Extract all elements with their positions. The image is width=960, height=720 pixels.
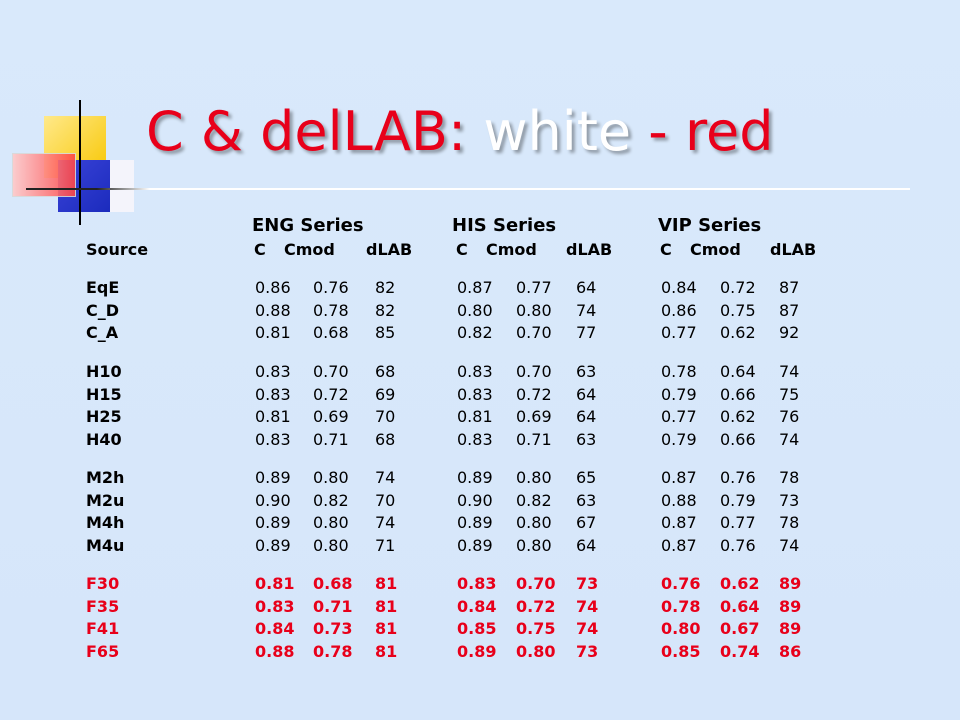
cell-vip-dlab: 76: [779, 407, 800, 426]
cell-his-cmod: 0.77: [516, 278, 552, 297]
row-source: C_D: [86, 300, 120, 320]
cell-vip-cmod: 0.76: [720, 468, 756, 487]
row-source: H25: [86, 407, 122, 426]
cell-eng-cmod: 0.80: [313, 535, 349, 555]
cell-vip-c: 0.85: [661, 641, 701, 661]
cell-vip-dlab: 74: [779, 362, 800, 381]
cell-vip-dlab: 78: [779, 513, 800, 532]
cell-his-dlab: 64: [576, 384, 597, 404]
cell-his-dlab: 64: [576, 278, 597, 297]
series-header-his: HIS Series: [452, 215, 557, 236]
cell-vip-cmod: 0.67: [720, 619, 760, 638]
column-header-vip-dlab: dLAB: [770, 240, 817, 259]
cell-vip-c: 0.87: [661, 468, 697, 487]
cell-eng-dlab: 81: [375, 596, 398, 616]
column-header-his-cmod: Cmod: [486, 240, 537, 259]
cell-vip-c: 0.77: [661, 323, 697, 342]
cell-his-dlab: 64: [576, 407, 597, 426]
column-header-his-c: C: [456, 240, 468, 259]
cell-vip-cmod: 0.66: [720, 429, 756, 449]
row-source: M4h: [86, 513, 125, 532]
row-source: M4u: [86, 535, 125, 555]
cell-eng-cmod: 0.68: [313, 323, 349, 342]
row-source: EqE: [86, 278, 120, 297]
cell-his-c: 0.87: [457, 278, 493, 297]
cell-his-dlab: 77: [576, 323, 597, 342]
cell-eng-c: 0.81: [255, 407, 291, 426]
cell-eng-cmod: 0.69: [313, 407, 349, 426]
cell-eng-dlab: 69: [375, 384, 396, 404]
cell-vip-cmod: 0.62: [720, 323, 756, 342]
column-header-eng-c: C: [254, 240, 266, 259]
cell-vip-c: 0.78: [661, 596, 701, 616]
cell-his-c: 0.83: [457, 362, 493, 381]
cell-vip-dlab: 87: [779, 300, 800, 320]
cell-his-cmod: 0.71: [516, 429, 552, 449]
cell-vip-dlab: 89: [779, 574, 802, 593]
cell-eng-c: 0.89: [255, 513, 291, 532]
cell-eng-dlab: 74: [375, 468, 396, 487]
column-header-source: Source: [86, 240, 149, 259]
cell-vip-c: 0.77: [661, 407, 697, 426]
cell-his-cmod: 0.80: [516, 513, 552, 532]
cell-his-cmod: 0.80: [516, 535, 552, 555]
cell-eng-c: 0.83: [255, 384, 291, 404]
cell-eng-cmod: 0.78: [313, 300, 349, 320]
cell-eng-dlab: 82: [375, 278, 396, 297]
cell-his-dlab: 74: [576, 300, 597, 320]
cell-eng-c: 0.90: [255, 490, 291, 510]
cell-vip-cmod: 0.66: [720, 384, 756, 404]
cell-his-cmod: 0.72: [516, 596, 556, 616]
row-source: M2h: [86, 468, 125, 487]
cell-his-dlab: 63: [576, 362, 597, 381]
column-header-vip-cmod: Cmod: [690, 240, 741, 259]
cell-vip-cmod: 0.77: [720, 513, 756, 532]
cell-eng-cmod: 0.76: [313, 278, 349, 297]
cell-vip-cmod: 0.62: [720, 574, 760, 593]
cell-vip-dlab: 89: [779, 619, 802, 638]
cell-eng-dlab: 82: [375, 300, 396, 320]
cell-eng-dlab: 85: [375, 323, 396, 342]
cell-vip-c: 0.76: [661, 574, 701, 593]
cell-eng-dlab: 70: [375, 490, 396, 510]
cell-vip-cmod: 0.72: [720, 278, 756, 297]
cell-eng-c: 0.88: [255, 300, 291, 320]
series-header-vip: VIP Series: [658, 215, 762, 236]
cell-his-c: 0.82: [457, 323, 493, 342]
cell-vip-dlab: 73: [779, 490, 800, 510]
cell-his-dlab: 63: [576, 429, 597, 449]
cell-eng-cmod: 0.71: [313, 596, 353, 616]
cell-his-cmod: 0.72: [516, 384, 552, 404]
row-source: C_A: [86, 323, 119, 342]
title-part-4: red: [684, 100, 774, 163]
row-source: F41: [86, 619, 120, 638]
row-source: F30: [86, 574, 120, 593]
cell-eng-cmod: 0.80: [313, 513, 349, 532]
cell-eng-dlab: 81: [375, 641, 398, 661]
cell-his-c: 0.83: [457, 429, 493, 449]
cell-his-dlab: 64: [576, 535, 597, 555]
cell-eng-dlab: 68: [375, 362, 396, 381]
cell-eng-c: 0.88: [255, 641, 295, 661]
row-source: F35: [86, 596, 120, 616]
cell-vip-cmod: 0.64: [720, 362, 756, 381]
cell-his-cmod: 0.75: [516, 619, 556, 638]
row-source: M2u: [86, 490, 125, 510]
cell-his-cmod: 0.70: [516, 574, 556, 593]
cell-eng-cmod: 0.82: [313, 490, 349, 510]
cell-his-c: 0.83: [457, 574, 497, 593]
cell-his-cmod: 0.80: [516, 300, 552, 320]
column-header-eng-cmod: Cmod: [284, 240, 335, 259]
cell-vip-dlab: 86: [779, 641, 802, 661]
cell-vip-dlab: 78: [779, 468, 800, 487]
cell-his-c: 0.90: [457, 490, 493, 510]
cell-eng-dlab: 68: [375, 429, 396, 449]
cell-his-dlab: 65: [576, 468, 597, 487]
cell-eng-dlab: 81: [375, 574, 398, 593]
row-source: H10: [86, 362, 122, 381]
cell-his-cmod: 0.80: [516, 641, 556, 661]
row-source: H15: [86, 384, 122, 404]
cell-eng-c: 0.83: [255, 429, 291, 449]
cell-vip-dlab: 74: [779, 535, 800, 555]
cell-eng-c: 0.89: [255, 535, 291, 555]
cell-vip-cmod: 0.74: [720, 641, 760, 661]
cell-vip-c: 0.78: [661, 362, 697, 381]
cell-his-dlab: 67: [576, 513, 597, 532]
cell-eng-c: 0.86: [255, 278, 291, 297]
cell-vip-cmod: 0.62: [720, 407, 756, 426]
title-part-1: C & delLAB:: [146, 100, 484, 163]
cell-his-c: 0.89: [457, 513, 493, 532]
cell-his-c: 0.83: [457, 384, 493, 404]
cell-his-dlab: 63: [576, 490, 597, 510]
cell-his-c: 0.89: [457, 641, 497, 661]
cell-vip-c: 0.84: [661, 278, 697, 297]
cell-vip-c: 0.79: [661, 429, 697, 449]
cell-eng-cmod: 0.78: [313, 641, 353, 661]
cell-his-cmod: 0.80: [516, 468, 552, 487]
cell-eng-cmod: 0.68: [313, 574, 353, 593]
cell-his-dlab: 73: [576, 641, 599, 661]
cell-eng-dlab: 71: [375, 535, 396, 555]
cell-vip-dlab: 75: [779, 384, 800, 404]
cell-vip-dlab: 74: [779, 429, 800, 449]
cell-eng-dlab: 70: [375, 407, 396, 426]
cell-eng-cmod: 0.70: [313, 362, 349, 381]
cell-his-dlab: 73: [576, 574, 599, 593]
cell-eng-cmod: 0.80: [313, 468, 349, 487]
cell-his-cmod: 0.70: [516, 323, 552, 342]
cell-vip-cmod: 0.64: [720, 596, 760, 616]
series-header-eng: ENG Series: [252, 215, 364, 236]
title-part-3: -: [631, 100, 685, 163]
cell-eng-c: 0.83: [255, 362, 291, 381]
cell-vip-cmod: 0.76: [720, 535, 756, 555]
column-header-eng-dlab: dLAB: [366, 240, 413, 259]
cell-eng-c: 0.83: [255, 596, 295, 616]
title-part-2: white: [483, 100, 632, 163]
cell-eng-cmod: 0.72: [313, 384, 349, 404]
cell-his-c: 0.89: [457, 468, 493, 487]
cell-his-c: 0.84: [457, 596, 497, 616]
cell-eng-cmod: 0.71: [313, 429, 349, 449]
cell-his-c: 0.85: [457, 619, 497, 638]
cell-eng-cmod: 0.73: [313, 619, 353, 638]
cell-eng-c: 0.81: [255, 323, 291, 342]
cell-his-c: 0.81: [457, 407, 493, 426]
cell-his-cmod: 0.70: [516, 362, 552, 381]
column-header-vip-c: C: [660, 240, 672, 259]
cell-vip-c: 0.86: [661, 300, 697, 320]
cell-eng-c: 0.84: [255, 619, 295, 638]
cell-eng-dlab: 74: [375, 513, 396, 532]
cell-vip-dlab: 92: [779, 323, 800, 342]
cell-vip-c: 0.79: [661, 384, 697, 404]
cell-his-cmod: 0.69: [516, 407, 552, 426]
cell-eng-c: 0.81: [255, 574, 295, 593]
cell-vip-cmod: 0.75: [720, 300, 756, 320]
cell-vip-dlab: 89: [779, 596, 802, 616]
cell-vip-c: 0.87: [661, 535, 697, 555]
cell-his-c: 0.89: [457, 535, 493, 555]
cell-his-cmod: 0.82: [516, 490, 552, 510]
cell-vip-c: 0.87: [661, 513, 697, 532]
cell-vip-c: 0.80: [661, 619, 701, 638]
row-source: H40: [86, 429, 122, 449]
cell-eng-dlab: 81: [375, 619, 398, 638]
cell-vip-cmod: 0.79: [720, 490, 756, 510]
cell-vip-dlab: 87: [779, 278, 800, 297]
cell-eng-c: 0.89: [255, 468, 291, 487]
cell-his-c: 0.80: [457, 300, 493, 320]
cell-vip-c: 0.88: [661, 490, 697, 510]
cell-his-dlab: 74: [576, 596, 599, 616]
row-source: F65: [86, 641, 120, 661]
column-header-his-dlab: dLAB: [566, 240, 613, 259]
cell-his-dlab: 74: [576, 619, 599, 638]
